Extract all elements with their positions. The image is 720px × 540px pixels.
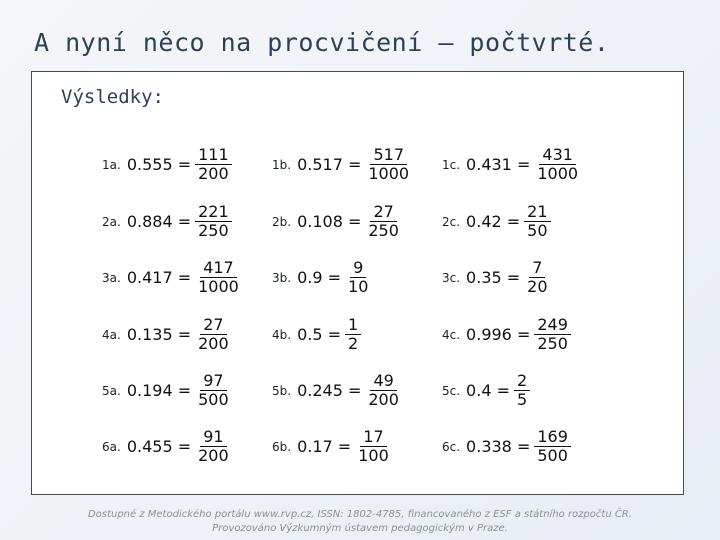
item-label: 2c. bbox=[442, 214, 461, 229]
fraction-numerator: 27 bbox=[370, 203, 396, 222]
fraction bbox=[365, 372, 402, 409]
result-2b bbox=[272, 203, 402, 240]
fraction bbox=[195, 316, 232, 353]
fraction bbox=[534, 428, 571, 465]
fraction-denominator: 250 bbox=[537, 334, 568, 353]
decimal-expression: 0.4 = bbox=[466, 381, 510, 400]
item-label: 3b. bbox=[272, 270, 292, 285]
fraction-denominator: 5 bbox=[516, 390, 528, 409]
fraction-numerator: 221 bbox=[195, 203, 232, 222]
fraction-numerator: 27 bbox=[200, 316, 226, 335]
decimal-expression: 0.996 = bbox=[466, 325, 531, 344]
result-3c bbox=[442, 259, 551, 296]
decimal-expression: 0.35 = bbox=[466, 268, 521, 287]
result-6a bbox=[102, 428, 232, 465]
decimal-expression: 0.517 = bbox=[297, 155, 362, 174]
result-2c bbox=[442, 203, 551, 240]
fraction-numerator: 21 bbox=[524, 203, 550, 222]
item-label: 5c. bbox=[442, 383, 461, 398]
fraction bbox=[345, 259, 371, 296]
results-panel bbox=[31, 71, 684, 495]
fraction-denominator: 10 bbox=[348, 277, 369, 296]
item-label: 6b. bbox=[272, 439, 292, 454]
fraction-denominator: 200 bbox=[198, 446, 229, 465]
fraction bbox=[195, 428, 232, 465]
fraction-numerator: 249 bbox=[534, 316, 571, 335]
decimal-expression: 0.5 = bbox=[297, 325, 342, 344]
item-label: 4c. bbox=[442, 327, 461, 342]
result-4a bbox=[102, 316, 232, 353]
fraction bbox=[195, 146, 232, 183]
decimal-expression: 0.245 = bbox=[297, 381, 362, 400]
item-label: 1b. bbox=[272, 157, 292, 172]
fraction-denominator: 200 bbox=[198, 334, 229, 353]
decimal-expression: 0.338 = bbox=[466, 437, 531, 456]
item-label: 3c. bbox=[442, 270, 461, 285]
item-label: 2a. bbox=[102, 214, 121, 229]
item-label: 6c. bbox=[442, 439, 461, 454]
result-1a bbox=[102, 146, 232, 183]
item-label: 1a. bbox=[102, 157, 121, 172]
decimal-expression: 0.194 = bbox=[126, 381, 192, 400]
fraction-numerator: 111 bbox=[195, 146, 232, 165]
decimal-expression: 0.884 = bbox=[126, 212, 192, 231]
fraction bbox=[355, 428, 392, 465]
fraction-denominator: 20 bbox=[527, 277, 548, 296]
item-label: 2b. bbox=[272, 214, 292, 229]
result-4c bbox=[442, 316, 571, 353]
fraction-denominator: 250 bbox=[368, 221, 399, 240]
result-5c bbox=[442, 372, 530, 409]
fraction-denominator: 200 bbox=[198, 164, 229, 183]
decimal-expression: 0.108 = bbox=[297, 212, 362, 231]
fraction-numerator: 91 bbox=[200, 428, 226, 447]
fraction-numerator: 7 bbox=[529, 259, 545, 278]
fraction-numerator: 169 bbox=[534, 428, 571, 447]
decimal-expression: 0.417 = bbox=[126, 268, 192, 287]
decimal-expression: 0.17 = bbox=[297, 437, 352, 456]
footer-credit bbox=[0, 508, 720, 536]
decimal-expression: 0.431 = bbox=[466, 155, 531, 174]
result-5b bbox=[272, 372, 402, 409]
fraction-denominator: 100 bbox=[358, 446, 389, 465]
fraction-numerator: 431 bbox=[539, 146, 576, 165]
item-label: 5a. bbox=[102, 383, 121, 398]
item-label: 4a. bbox=[102, 327, 121, 342]
fraction-denominator: 250 bbox=[198, 221, 229, 240]
decimal-expression: 0.135 = bbox=[126, 325, 192, 344]
fraction bbox=[195, 259, 242, 296]
result-6c bbox=[442, 428, 571, 465]
fraction bbox=[195, 203, 232, 240]
fraction bbox=[365, 203, 402, 240]
result-4b bbox=[272, 316, 361, 353]
result-5a bbox=[102, 372, 232, 409]
fraction bbox=[534, 316, 571, 353]
fraction-denominator: 500 bbox=[198, 390, 229, 409]
fraction-numerator: 17 bbox=[360, 428, 386, 447]
results-heading: Výsledky: bbox=[61, 86, 164, 108]
item-label: 1c. bbox=[442, 157, 461, 172]
result-3b bbox=[272, 259, 371, 296]
fraction-numerator: 49 bbox=[370, 372, 396, 391]
result-1b bbox=[272, 146, 412, 183]
fraction-denominator: 1000 bbox=[198, 277, 239, 296]
fraction-denominator: 200 bbox=[368, 390, 399, 409]
fraction bbox=[365, 146, 412, 183]
fraction-denominator: 500 bbox=[537, 446, 568, 465]
slide-title: A nyní něco na procvičení – počtvrté. bbox=[34, 28, 610, 57]
fraction bbox=[524, 259, 550, 296]
result-1c bbox=[442, 146, 581, 183]
fraction bbox=[195, 372, 232, 409]
fraction-denominator: 1000 bbox=[537, 164, 579, 183]
result-6b bbox=[272, 428, 392, 465]
item-label: 6a. bbox=[102, 439, 121, 454]
fraction bbox=[524, 203, 550, 240]
fraction-denominator: 1000 bbox=[368, 164, 410, 183]
fraction bbox=[345, 316, 361, 353]
fraction-denominator: 2 bbox=[348, 334, 359, 353]
item-label: 3a. bbox=[102, 270, 121, 285]
decimal-expression: 0.42 = bbox=[466, 212, 521, 231]
decimal-expression: 0.455 = bbox=[126, 437, 192, 456]
footer-line-1: Dostupné z Metodického portálu www.rvp.cz, ISSN: 1802-4785, financovaného z ESF a státního rozpočtu ČR. bbox=[88, 509, 632, 520]
decimal-expression: 0.555 = bbox=[126, 155, 192, 174]
item-label: 5b. bbox=[272, 383, 292, 398]
fraction-numerator: 517 bbox=[370, 146, 407, 165]
decimal-expression: 0.9 = bbox=[297, 268, 342, 287]
item-label: 4b. bbox=[272, 327, 292, 342]
footer-line-2: Provozováno Výzkumným ústavem pedagogickým v Praze. bbox=[212, 523, 508, 534]
result-2a bbox=[102, 203, 232, 240]
result-3a bbox=[102, 259, 242, 296]
fraction-denominator: 50 bbox=[527, 221, 548, 240]
fraction-numerator: 2 bbox=[514, 372, 530, 391]
fraction-numerator: 9 bbox=[350, 259, 366, 278]
fraction-numerator: 97 bbox=[200, 372, 226, 391]
fraction bbox=[534, 146, 581, 183]
fraction-numerator: 1 bbox=[345, 316, 361, 335]
fraction-numerator: 417 bbox=[200, 259, 237, 278]
fraction bbox=[514, 372, 530, 409]
